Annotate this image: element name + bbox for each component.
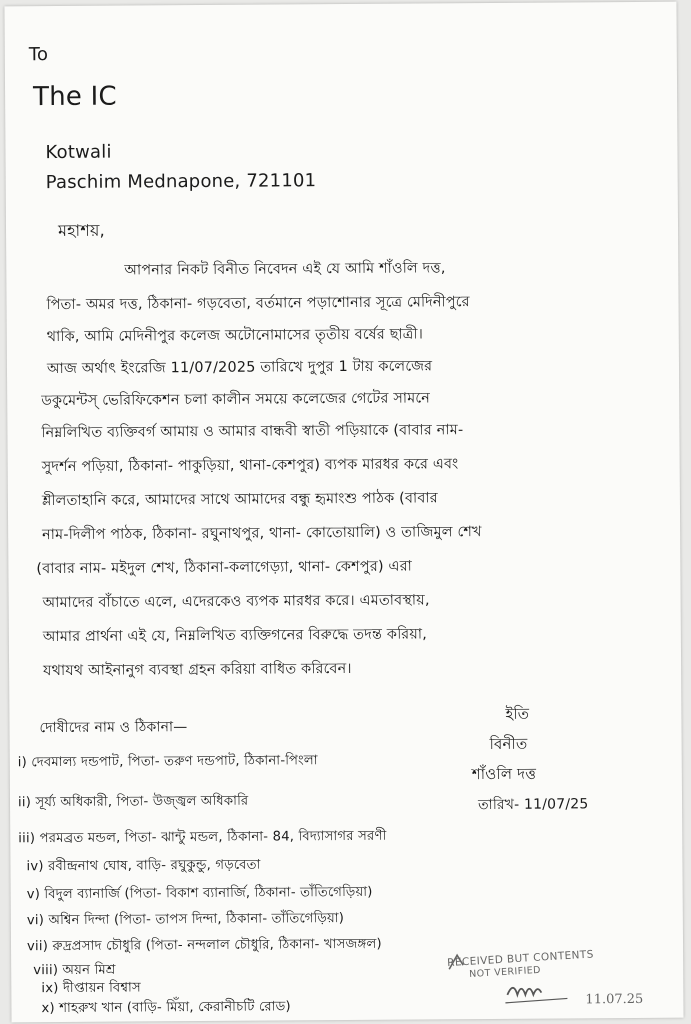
accused-item: viii) অয়ন মিশ্র [33, 962, 116, 979]
address-district: Paschim Mednapone, 721101 [45, 170, 317, 194]
body-line: (বাবার নাম- মইদুল শেখ, ঠিকানা-কলাগেড়্যা, থানা- কেশপুর) এরা [36, 558, 413, 578]
stamp-line-1: RECEIVED BUT CONTENTS [446, 948, 595, 970]
body-line: পিতা- অমর দত্ত, ঠিকানা- গড়বেতা, বর্তমানে পড়াশোনার সূত্রে মেদিনীপুরে [46, 294, 470, 314]
address-officer: The IC [32, 81, 117, 113]
body-line: যথাযথ আইনানুগ ব্যবস্থা গ্রহন করিয়া বাধিত করিবেন। [43, 660, 352, 680]
accused-item: i) দেবমাল্য দন্ডপাট, পিতা- তরুণ দন্ডপাট, ঠিকানা-পিংলা [17, 753, 318, 771]
stamp-line-2: NOT VERIFIED [468, 964, 542, 981]
body-line: আমাদের বাঁচাতে এলে, এদেরকেও ব্যপক মারধর করে। এমতাবস্থায়, [42, 592, 430, 612]
address-to: To [28, 44, 49, 66]
body-line: থাকি, আমি মেদিনীপুর কলেজ অটোনোমাসের তৃতীয় বর্ষের ছাত্রী। [46, 326, 424, 346]
accused-item: vi) অশ্বিন দিন্দা (পিতা- তাপস দিন্দা, ঠিকানা- তাঁতিগেড়িয়া) [26, 911, 345, 929]
stamp-date: 11.07.25 [585, 991, 644, 1008]
body-line: শ্লীলতাহানি করে, আমাদের সাথে আমাদের বন্ধু হৃমাংশু পাঠক (বাবার [41, 490, 438, 510]
accused-heading: দোষীদের নাম ও ঠিকানা— [39, 719, 188, 737]
closing-iti: ইতি [505, 704, 530, 723]
address-station: Kotwali [45, 141, 112, 164]
accused-item: v) বিদুল ব্যানার্জি (পিতা- বিকাশ ব্যানার্জি, ঠিকানা- তাঁতিগেড়িয়া) [26, 884, 373, 903]
letter-date: তারিখ- 11/07/25 [477, 796, 589, 814]
body-line: নিম্নলিখিত ব্যক্তিবর্গ আমায় ও আমার বান্ধবী স্বাতী পড়িয়াকে (বাবার নাম- [41, 422, 464, 442]
salutation: মহাশয়, [57, 220, 106, 240]
body-line: সুদর্শন পড়িয়া, ঠিকানা- পাকুড়িয়া, থানা-কেশপুর) ব্যপক মারধর করে এবং [41, 456, 459, 476]
accused-item: iii) পরমব্রত মন্ডল, পিতা- ঝান্টু মন্ডল, ঠিকানা- 84, বিদ্যাসাগর সরণী [18, 828, 387, 847]
body-line: আমার প্রার্থনা এই যে, নিম্নলিখিত ব্যক্তিগনের বিরুদ্ধে তদন্ত করিয়া, [42, 626, 428, 646]
body-line: আপনার নিকট বিনীত নিবেদন এই যে আমি শাঁওলি দত্ত, [124, 260, 446, 279]
accused-item: vii) রুদ্রপ্রসাদ চৌধুরি (পিতা- নন্দলাল চৌধুরি, ঠিকানা- খাসজঙ্গল) [26, 936, 382, 955]
letter-sheet [4, 2, 683, 1023]
accused-item: ii) সূর্য্য অধিকারী, পিতা- উজ্জ্বল অধিকারি [17, 793, 249, 811]
body-line: নাম-দিলীপ পাঠক, ঠিকানা- রঘুনাথপুর, থানা- কোতোয়ালি) ও তাজিমুল শেখ [42, 524, 482, 544]
signature: শাঁওলি দত্ত [471, 764, 537, 784]
accused-item: iv) রবীন্দ্রনাথ ঘোষ, বাড়ি- রঘুকুন্ডু, গড়বেতা [26, 857, 261, 875]
body-line: আজ অর্থাৎ ইংরেজি 11/07/2025 তারিখে দুপুর 1 টায় কলেজের [46, 358, 433, 378]
accused-item: ix) দীপ্তায়ন বিশ্বাস [41, 980, 141, 997]
closing-vinita: বিনীত [489, 734, 528, 753]
body-line: ডকুমেন্টস্ ভেরিফিকেশন চলা কালীন সময়ে কলেজের গেটের সামনে [41, 390, 431, 410]
received-stamp [446, 948, 644, 1019]
accused-item: x) শাহরুখ খান (বাড়ি- মিঁয়া, কেরানীচটি রোড) [41, 999, 291, 1017]
